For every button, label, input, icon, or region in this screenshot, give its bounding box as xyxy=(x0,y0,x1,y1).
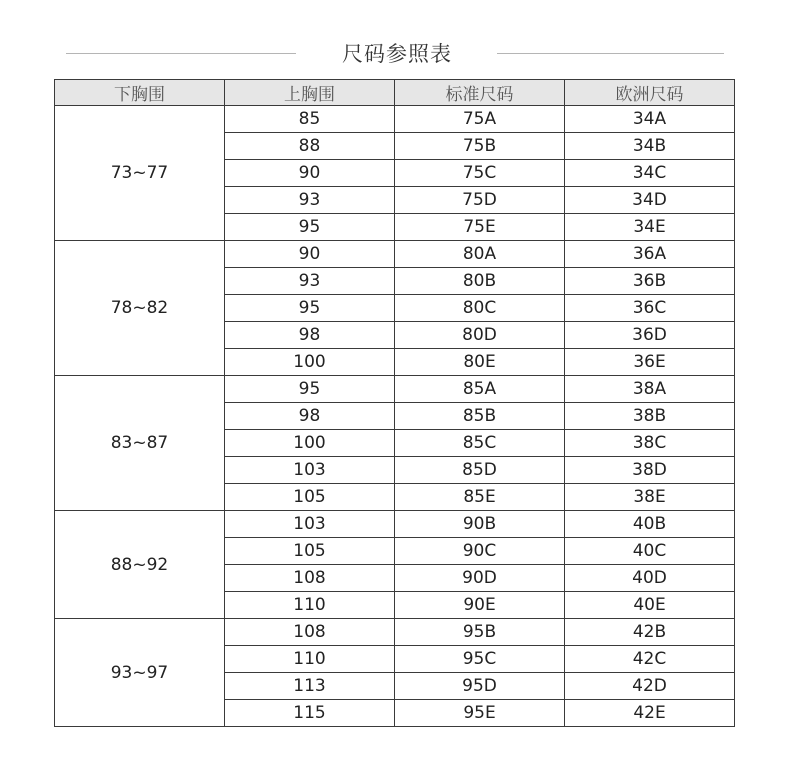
title-row xyxy=(0,34,790,74)
eu-size-cell: 40B xyxy=(565,511,735,538)
header-bust: 上胸围 xyxy=(225,80,395,106)
standard-size-cell: 85D xyxy=(395,457,565,484)
bust-cell: 95 xyxy=(225,376,395,403)
standard-size-cell: 80A xyxy=(395,241,565,268)
standard-size-cell: 95B xyxy=(395,619,565,646)
bust-cell: 95 xyxy=(225,214,395,241)
size-chart-table xyxy=(54,79,735,727)
standard-size-cell: 90B xyxy=(395,511,565,538)
eu-size-cell: 40E xyxy=(565,592,735,619)
standard-size-cell: 75E xyxy=(395,214,565,241)
eu-size-cell: 34A xyxy=(565,106,735,133)
standard-size-cell: 80E xyxy=(395,349,565,376)
eu-size-cell: 40D xyxy=(565,565,735,592)
eu-size-cell: 38A xyxy=(565,376,735,403)
table-body xyxy=(55,106,735,727)
standard-size-cell: 80B xyxy=(395,268,565,295)
bust-cell: 98 xyxy=(225,403,395,430)
standard-size-cell: 80D xyxy=(395,322,565,349)
bust-cell: 98 xyxy=(225,322,395,349)
bust-cell: 108 xyxy=(225,619,395,646)
bust-cell: 95 xyxy=(225,295,395,322)
bust-cell: 90 xyxy=(225,160,395,187)
table-row xyxy=(55,241,735,268)
eu-size-cell: 36C xyxy=(565,295,735,322)
standard-size-cell: 85A xyxy=(395,376,565,403)
header-standard-size: 标准尺码 xyxy=(395,80,565,106)
standard-size-cell: 85E xyxy=(395,484,565,511)
bust-cell: 93 xyxy=(225,187,395,214)
standard-size-cell: 85C xyxy=(395,430,565,457)
bust-cell: 115 xyxy=(225,700,395,727)
eu-size-cell: 36B xyxy=(565,268,735,295)
underbust-range-cell: 88~92 xyxy=(55,511,225,619)
eu-size-cell: 38D xyxy=(565,457,735,484)
eu-size-cell: 34C xyxy=(565,160,735,187)
bust-cell: 103 xyxy=(225,511,395,538)
standard-size-cell: 75A xyxy=(395,106,565,133)
header-eu-size: 欧洲尺码 xyxy=(565,80,735,106)
bust-cell: 108 xyxy=(225,565,395,592)
bust-cell: 85 xyxy=(225,106,395,133)
bust-cell: 103 xyxy=(225,457,395,484)
underbust-range-cell: 73~77 xyxy=(55,106,225,241)
bust-cell: 90 xyxy=(225,241,395,268)
eu-size-cell: 36D xyxy=(565,322,735,349)
underbust-range-cell: 78~82 xyxy=(55,241,225,376)
eu-size-cell: 38C xyxy=(565,430,735,457)
table-row xyxy=(55,619,735,646)
underbust-range-cell: 93~97 xyxy=(55,619,225,727)
standard-size-cell: 80C xyxy=(395,295,565,322)
bust-cell: 105 xyxy=(225,538,395,565)
eu-size-cell: 34B xyxy=(565,133,735,160)
bust-cell: 110 xyxy=(225,646,395,673)
underbust-range-cell: 83~87 xyxy=(55,376,225,511)
table-row xyxy=(55,376,735,403)
eu-size-cell: 38B xyxy=(565,403,735,430)
eu-size-cell: 42C xyxy=(565,646,735,673)
standard-size-cell: 85B xyxy=(395,403,565,430)
standard-size-cell: 75C xyxy=(395,160,565,187)
header-underbust: 下胸围 xyxy=(55,80,225,106)
eu-size-cell: 42D xyxy=(565,673,735,700)
bust-cell: 100 xyxy=(225,349,395,376)
eu-size-cell: 38E xyxy=(565,484,735,511)
table-row xyxy=(55,106,735,133)
standard-size-cell: 95D xyxy=(395,673,565,700)
eu-size-cell: 42E xyxy=(565,700,735,727)
standard-size-cell: 90E xyxy=(395,592,565,619)
bust-cell: 100 xyxy=(225,430,395,457)
page-title: 尺码参照表 xyxy=(342,42,452,66)
bust-cell: 93 xyxy=(225,268,395,295)
standard-size-cell: 90D xyxy=(395,565,565,592)
standard-size-cell: 75B xyxy=(395,133,565,160)
standard-size-cell: 95E xyxy=(395,700,565,727)
bust-cell: 105 xyxy=(225,484,395,511)
bust-cell: 110 xyxy=(225,592,395,619)
bust-cell: 88 xyxy=(225,133,395,160)
bust-cell: 113 xyxy=(225,673,395,700)
standard-size-cell: 90C xyxy=(395,538,565,565)
title-divider-right xyxy=(497,53,724,54)
header-row xyxy=(55,80,735,106)
standard-size-cell: 95C xyxy=(395,646,565,673)
eu-size-cell: 34D xyxy=(565,187,735,214)
table-row xyxy=(55,511,735,538)
eu-size-cell: 34E xyxy=(565,214,735,241)
standard-size-cell: 75D xyxy=(395,187,565,214)
eu-size-cell: 42B xyxy=(565,619,735,646)
eu-size-cell: 40C xyxy=(565,538,735,565)
title-divider-left xyxy=(66,53,296,54)
eu-size-cell: 36E xyxy=(565,349,735,376)
eu-size-cell: 36A xyxy=(565,241,735,268)
